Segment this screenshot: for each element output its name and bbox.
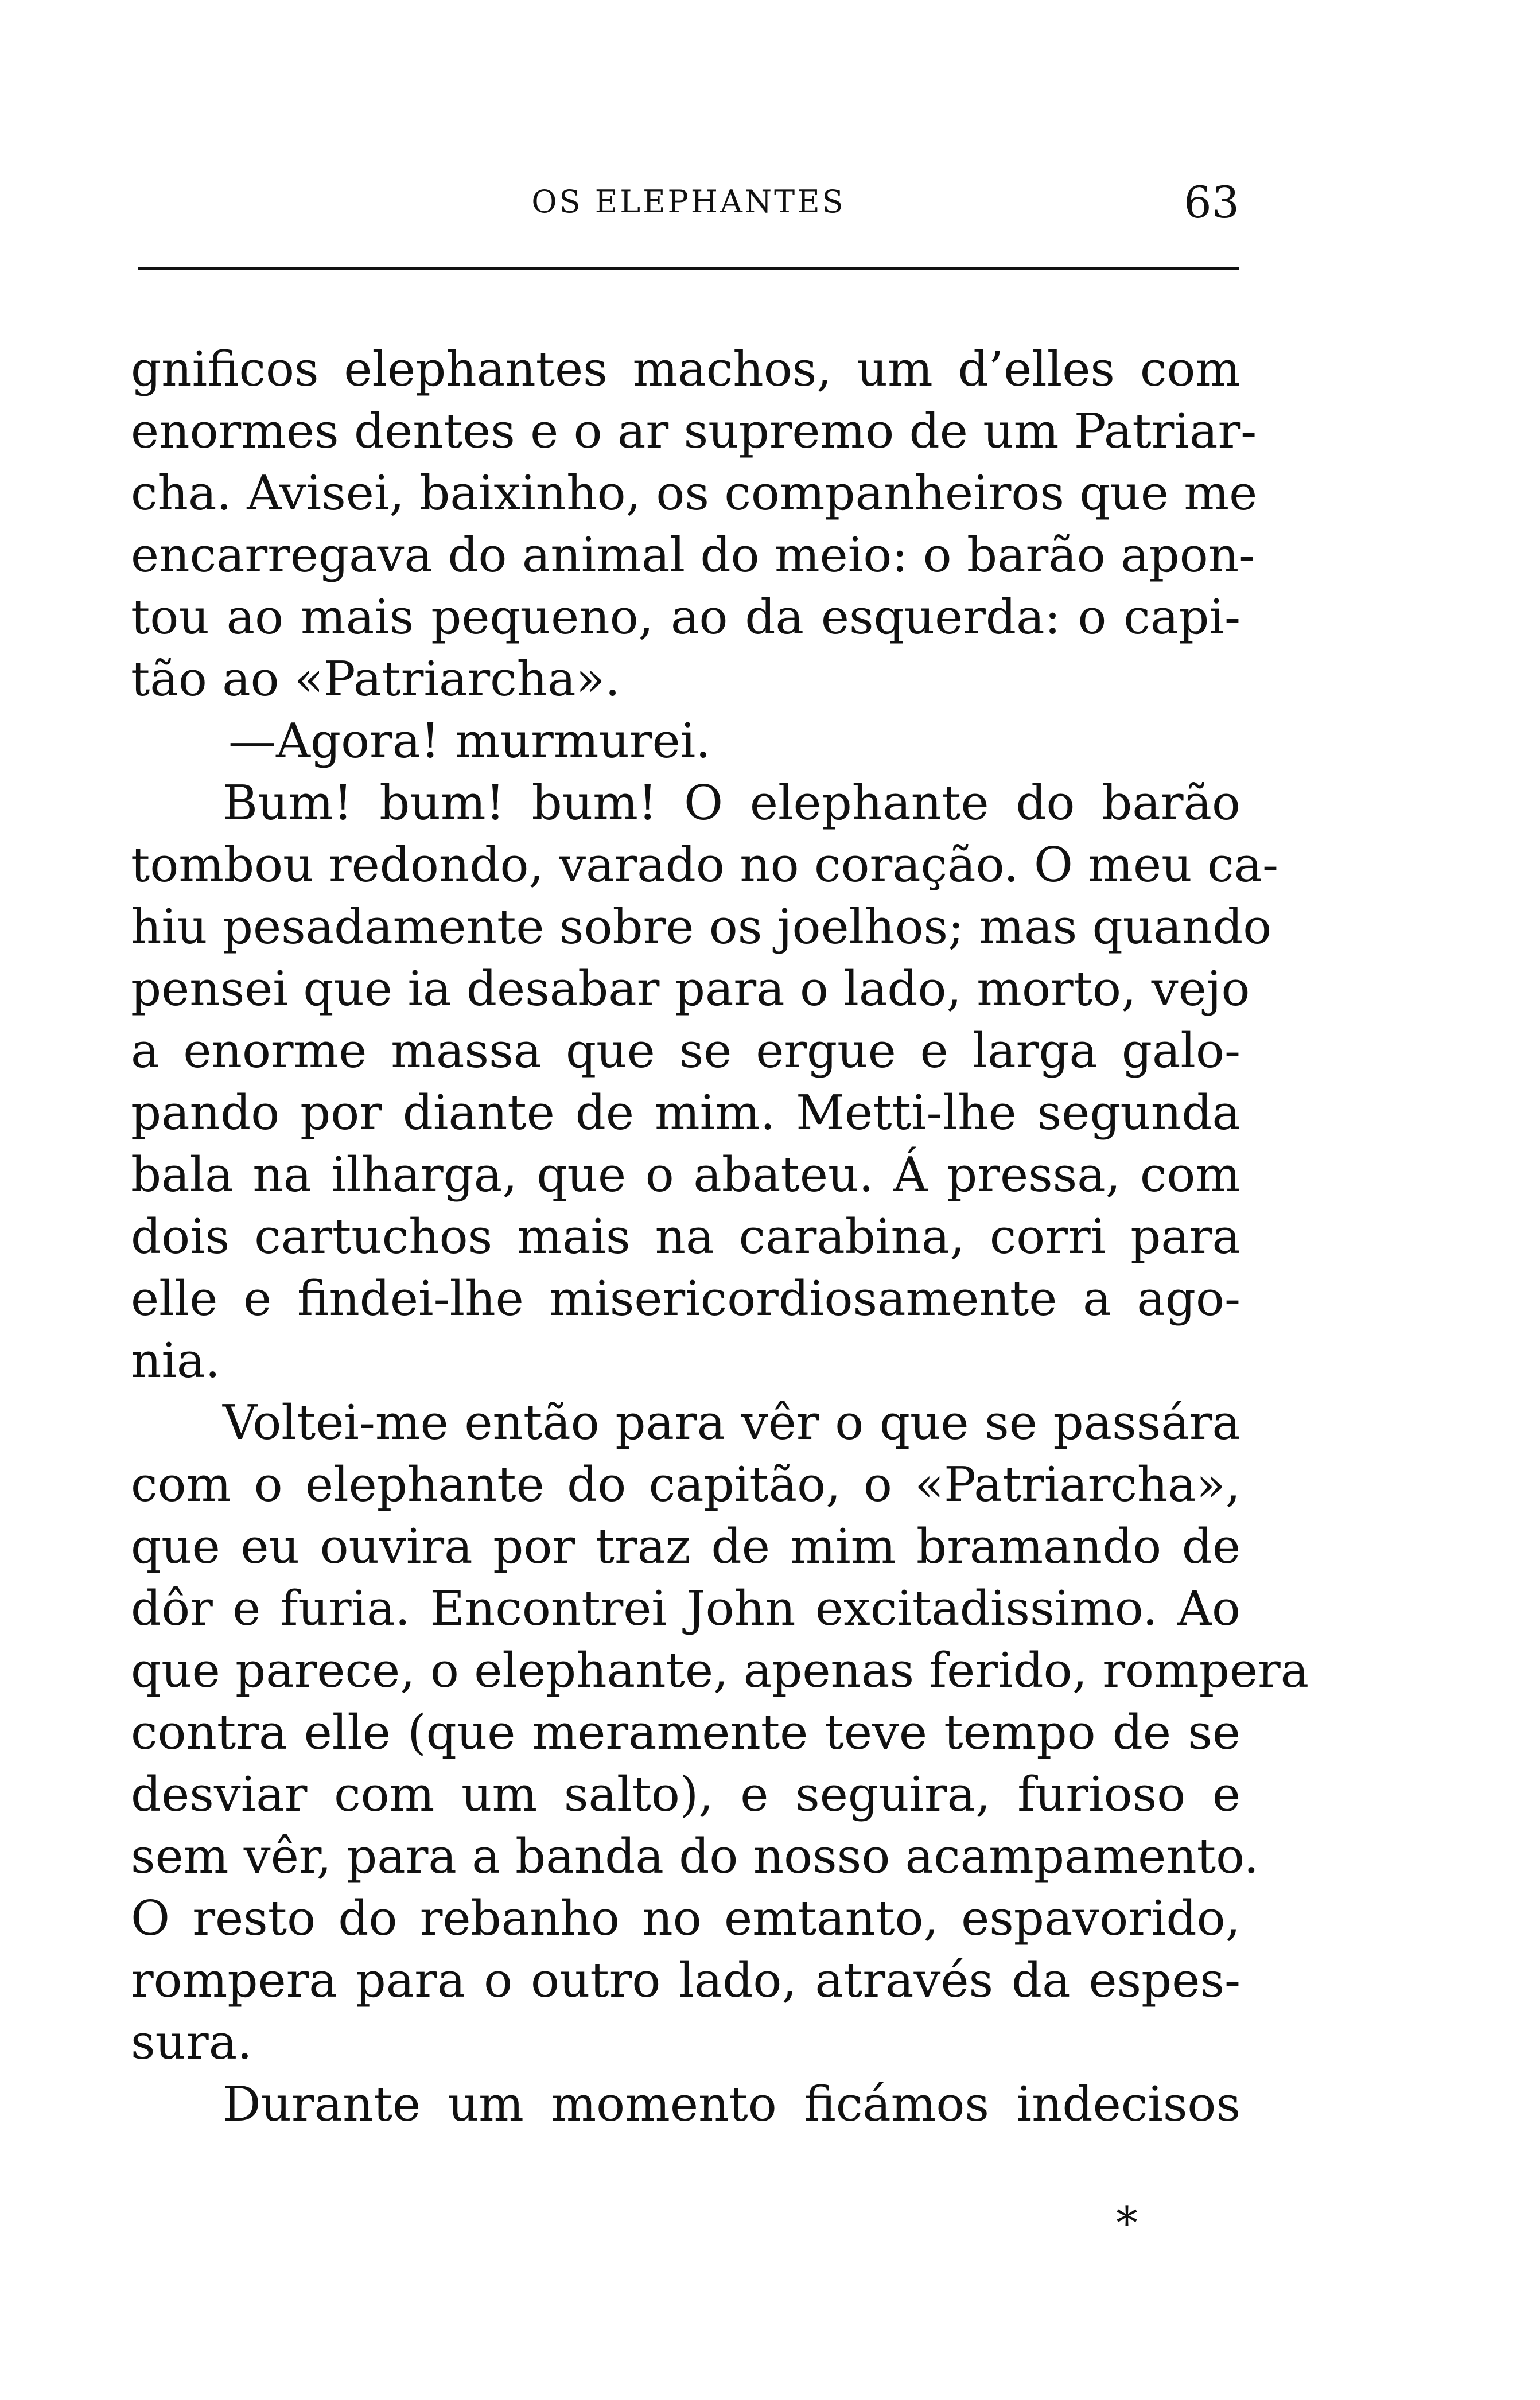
text-line: sem vêr, para a banda do nosso acampamento.: [131, 1829, 1259, 1884]
running-title: OS ELEPHANTES: [531, 184, 846, 220]
text-line: com o elephante do capitão, o «Patriarcha»,: [131, 1457, 1240, 1512]
text-line: pensei que ia desabar para o lado, morto, vejo: [131, 961, 1250, 1017]
text-line: sura.: [131, 2014, 252, 2070]
paragraph-start-line: Durante um momento ficámos indecisos: [223, 2076, 1240, 2132]
text-line: a enorme massa que se ergue e larga galo-: [131, 1023, 1240, 1079]
text-line: rompera para o outro lado, através da espes-: [131, 1952, 1240, 2008]
text-line: que parece, o elephante, apenas ferido, rompera: [131, 1643, 1309, 1698]
text-line: bala na ilharga, que o abateu. Á pressa, com: [131, 1147, 1240, 1203]
text-line: elle e findei-lhe misericordiosamente a ago-: [131, 1271, 1240, 1327]
text-line: gnificos elephantes machos, um d’elles com: [131, 341, 1240, 397]
text-line: contra elle (que meramente teve tempo de se: [131, 1705, 1240, 1760]
text-line: tão ao «Patriarcha».: [131, 651, 620, 707]
text-line: O resto do rebanho no emtanto, espavorido,: [131, 1891, 1240, 1946]
text-line: enormes dentes e o ar supremo de um Patriar-: [131, 403, 1257, 459]
text-line: pando por diante de mim. Metti-lhe segunda: [131, 1085, 1240, 1141]
text-line: dois cartuchos mais na carabina, corri para: [131, 1209, 1240, 1265]
text-line: tou ao mais pequeno, ao da esquerda: o capi-: [131, 589, 1240, 645]
body-text: [131, 339, 1309, 2136]
text-line: tombou redondo, varado no coração. O meu ca-: [131, 837, 1278, 893]
running-head: [138, 172, 1239, 235]
dialogue-line: —Agora! murmurei.: [228, 713, 711, 769]
text-line: nia.: [131, 1333, 220, 1388]
paragraph-start-line: Bum! bum! bum! O elephante do barão: [223, 775, 1240, 831]
header-rule: [138, 267, 1239, 270]
paragraph-start-line: Voltei-me então para vêr o que se passára: [223, 1395, 1240, 1450]
signature-mark: *: [1116, 2197, 1138, 2249]
page-number: 63: [1184, 177, 1239, 228]
text-line: cha. Avisei, baixinho, os companheiros que me: [131, 465, 1258, 521]
text-line: desviar com um salto), e seguira, furioso e: [131, 1767, 1240, 1822]
text-line: que eu ouvira por traz de mim bramando de: [131, 1519, 1240, 1574]
text-line: hiu pesadamente sobre os joelhos; mas quando: [131, 899, 1272, 955]
text-line: dôr e furia. Encontrei John excitadissimo. Ao: [131, 1581, 1240, 1636]
text-line: encarregava do animal do meio: o barão apon-: [131, 527, 1255, 583]
